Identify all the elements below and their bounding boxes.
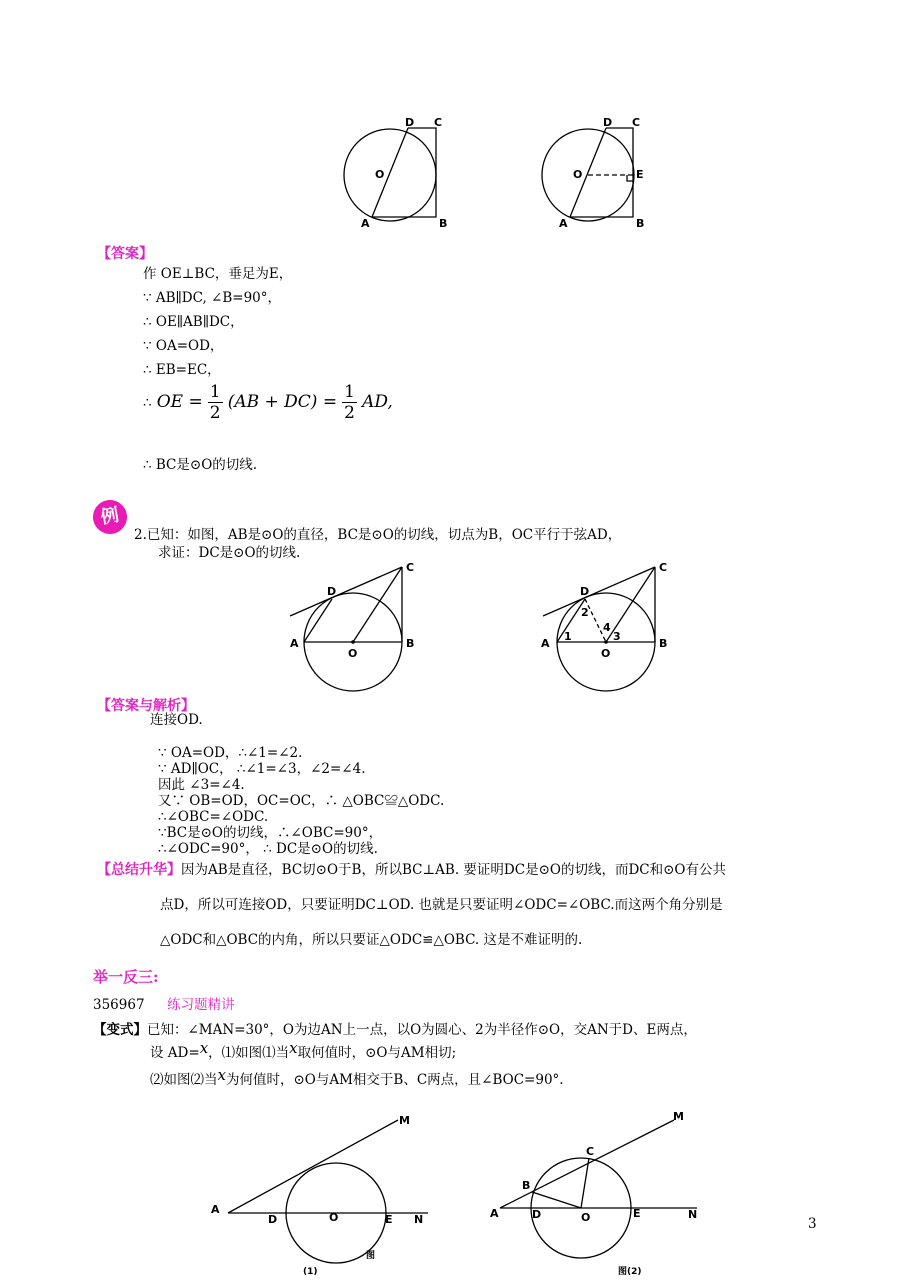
label-B: B — [439, 217, 448, 230]
answer2-line: 因此 ∠3=∠4. — [158, 777, 245, 793]
label-D: D — [327, 585, 337, 598]
label-angle-1: 1 — [564, 630, 572, 643]
figure-circle-square — [330, 115, 660, 240]
fraction-half: $\frac{1}{2}$ — [344, 382, 355, 423]
example2-line: 2.已知：如图，AB是⊙O的直径，BC是⊙O的切线，切点为B，OC平行于弦AD， — [134, 527, 622, 543]
answer-heading: 【答案】 — [97, 246, 153, 262]
label-O: O — [348, 647, 358, 660]
caption-figure-2: 图(2) — [618, 1267, 642, 1277]
label-A: A — [211, 1203, 220, 1216]
therefore-symbol: ∴ — [143, 395, 152, 411]
answer1-line: ∴ EB=EC， — [143, 362, 221, 378]
caption-figure: 图 — [366, 1251, 376, 1261]
label-A: A — [361, 217, 370, 230]
practice-heading: 举一反三: — [93, 968, 159, 986]
figure-angle-circles — [200, 1100, 720, 1280]
label-D: D — [580, 585, 590, 598]
practice-link[interactable]: 练习题精讲 — [167, 997, 235, 1013]
summary-line-2: 点D，所以可连接OD，只要证明DC⊥OD. 也就是只要证明∠ODC=∠OBC.而这两个角分别是 — [160, 897, 723, 913]
answer2-line: 连接OD. — [150, 712, 203, 728]
practice-code: 356967 — [93, 997, 145, 1013]
example2-line: 求证：DC是⊙O的切线. — [158, 545, 301, 561]
label-M: M — [673, 1110, 684, 1123]
label-C: C — [406, 561, 415, 574]
answer-analysis-heading: 【答案与解析】 — [97, 698, 195, 714]
answer1-line: ∵ AB∥DC, ∠B=90°， — [143, 290, 282, 306]
answer2-line: ∴∠OBC=∠ODC. — [158, 809, 269, 825]
figure-tangent-proof — [285, 556, 675, 696]
answer1-line: ∵ OA=OD， — [143, 338, 224, 354]
variant-line-3: ⑵如图⑵当x为何值时，⊙O与AM相交于B、C两点，且∠BOC=90°. — [150, 1066, 564, 1088]
variant-heading: 【变式】 — [93, 1022, 147, 1038]
label-D: D — [603, 116, 613, 129]
label-C: C — [632, 116, 641, 129]
label-O: O — [573, 168, 583, 181]
answer1-conclusion: ∴ BC是⊙O的切线. — [143, 457, 258, 473]
example-badge: 例 — [90, 497, 129, 536]
label-M: M — [399, 1114, 410, 1127]
label-B: B — [659, 637, 668, 650]
label-C: C — [659, 561, 668, 574]
answer2-line: ∴∠ODC=90°， ∴ DC是⊙O的切线. — [158, 841, 378, 857]
label-angle-3: 3 — [613, 630, 621, 643]
label-O: O — [581, 1211, 591, 1224]
formula-lhs: OE = — [156, 392, 203, 412]
fraction-half: $\frac{1}{2}$ — [209, 382, 221, 423]
label-B: B — [636, 217, 645, 230]
label-O: O — [375, 168, 385, 181]
variant-line-2: 设 AD=x，⑴如图⑴当x取何值时，⊙O与AM相切; — [150, 1039, 457, 1061]
caption-number: (1) — [303, 1267, 318, 1277]
answer2-line: ∵ OA=OD，∴∠1=∠2. — [158, 745, 303, 761]
label-angle-4: 4 — [603, 621, 611, 634]
label-D: D — [532, 1208, 542, 1221]
answer1-line: 作 OE⊥BC，垂足为E， — [143, 266, 293, 282]
label-A: A — [559, 217, 568, 230]
label-A: A — [490, 1207, 499, 1220]
summary-heading: 【总结升华】 — [97, 862, 181, 878]
practice-code-row — [93, 997, 235, 1013]
answer2-line: ∵ AD∥OC， ∴∠1=∠3，∠2=∠4. — [158, 761, 366, 777]
label-E: E — [636, 168, 644, 181]
label-A: A — [290, 637, 299, 650]
label-N: N — [688, 1208, 698, 1221]
label-B: B — [522, 1179, 531, 1192]
formula-rhs: AD, — [362, 392, 393, 412]
label-C: C — [434, 116, 443, 129]
formula-mid: (AB + DC) = — [227, 392, 338, 412]
formula — [143, 382, 393, 423]
variant-line-1: 【变式】已知：∠MAN=30°，O为边AN上一点，以O为圆心、2为半径作⊙O，交AN于D、E两点， — [93, 1022, 697, 1038]
answer1-line: ∴ OE∥AB∥DC， — [143, 314, 244, 330]
label-angle-2: 2 — [581, 606, 589, 619]
answer2-line: 又∵ OB=OD，OC=OC，∴ △OBC≌△ODC. — [158, 793, 445, 809]
label-N: N — [414, 1213, 424, 1226]
label-A: A — [541, 637, 550, 650]
label-E: E — [633, 1207, 641, 1220]
label-O: O — [601, 647, 611, 660]
label-E: E — [385, 1213, 393, 1226]
label-O: O — [329, 1211, 339, 1224]
summary-line-1: 【总结升华】因为AB是直径，BC切⊙O于B，所以BC⊥AB. 要证明DC是⊙O的切线，而DC和⊙O有公共 — [97, 862, 726, 878]
label-D: D — [268, 1213, 278, 1226]
page-number: 3 — [808, 1216, 817, 1232]
label-B: B — [406, 637, 415, 650]
label-C: C — [586, 1145, 595, 1158]
summary-line-3: △ODC和△OBC的内角，所以只要证△ODC≌△OBC. 这是不难证明的. — [160, 932, 583, 948]
answer2-line: ∵BC是⊙O的切线，∴∠OBC=90°， — [158, 825, 383, 841]
label-D: D — [405, 116, 415, 129]
